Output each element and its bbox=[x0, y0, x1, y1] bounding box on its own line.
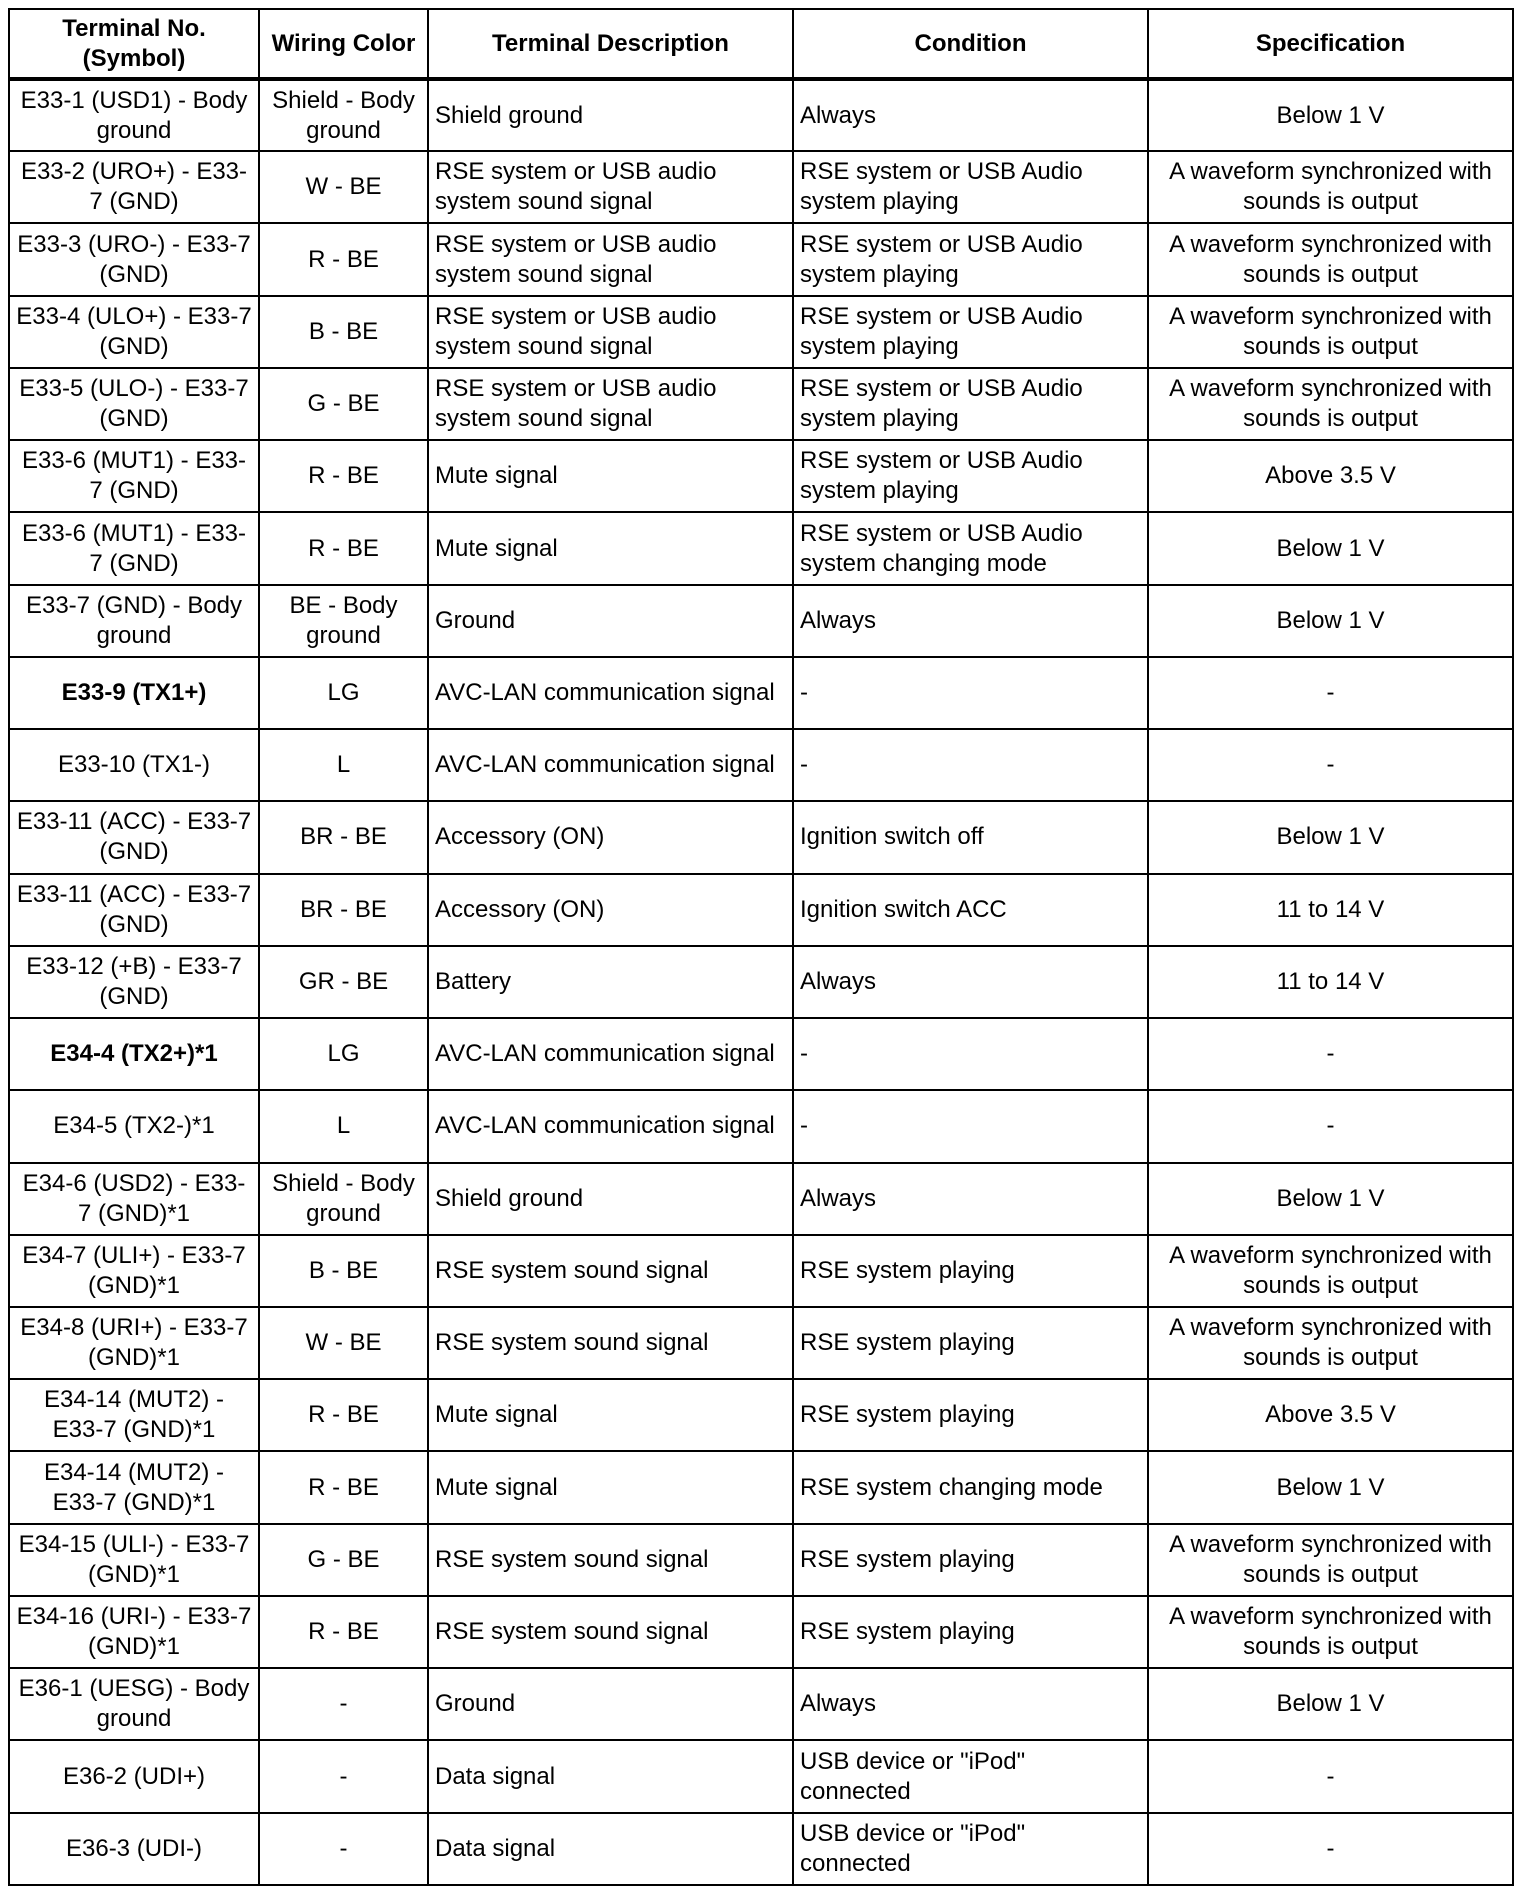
table-row bbox=[9, 1018, 1513, 1090]
terminal-table-sheet bbox=[8, 8, 1512, 1886]
wiring-color-cell: L bbox=[259, 1090, 428, 1162]
table-row bbox=[9, 1163, 1513, 1235]
specification-cell: Above 3.5 V bbox=[1148, 1379, 1513, 1451]
condition-cell: RSE system playing bbox=[793, 1596, 1148, 1668]
wiring-color-cell: LG bbox=[259, 657, 428, 729]
terminal-cell: E34-16 (URI-) - E33-7 (GND)*1 bbox=[9, 1596, 259, 1668]
specification-cell: A waveform synchronized with sounds is output bbox=[1148, 1596, 1513, 1668]
specification-cell: Below 1 V bbox=[1148, 79, 1513, 151]
specification-cell: - bbox=[1148, 1090, 1513, 1162]
terminal-cell: E34-15 (ULI-) - E33-7 (GND)*1 bbox=[9, 1524, 259, 1596]
condition-cell: Always bbox=[793, 946, 1148, 1018]
table-row bbox=[9, 946, 1513, 1018]
specification-cell: - bbox=[1148, 1018, 1513, 1090]
terminal-table bbox=[8, 8, 1514, 1886]
terminal-cell: E33-2 (URO+) - E33-7 (GND) bbox=[9, 151, 259, 223]
terminal-description-cell: RSE system or USB audio system sound signal bbox=[428, 368, 793, 440]
condition-cell: - bbox=[793, 729, 1148, 801]
specification-cell: - bbox=[1148, 1813, 1513, 1885]
wiring-color-cell: B - BE bbox=[259, 1235, 428, 1307]
terminal-description-cell: Mute signal bbox=[428, 1451, 793, 1523]
table-row bbox=[9, 1235, 1513, 1307]
table-row bbox=[9, 1813, 1513, 1885]
terminal-cell: E33-12 (+B) - E33-7 (GND) bbox=[9, 946, 259, 1018]
condition-cell: RSE system playing bbox=[793, 1379, 1148, 1451]
terminal-description-cell: RSE system or USB audio system sound signal bbox=[428, 296, 793, 368]
terminal-description-cell: Mute signal bbox=[428, 440, 793, 512]
specification-cell: Below 1 V bbox=[1148, 1451, 1513, 1523]
terminal-cell: E34-6 (USD2) - E33-7 (GND)*1 bbox=[9, 1163, 259, 1235]
terminal-cell: E34-14 (MUT2) - E33-7 (GND)*1 bbox=[9, 1451, 259, 1523]
wiring-color-cell: R - BE bbox=[259, 440, 428, 512]
wiring-color-cell: L bbox=[259, 729, 428, 801]
table-row bbox=[9, 512, 1513, 584]
condition-cell: RSE system or USB Audio system playing bbox=[793, 440, 1148, 512]
wiring-color-cell: BR - BE bbox=[259, 801, 428, 873]
wiring-color-cell: LG bbox=[259, 1018, 428, 1090]
terminal-cell: E33-3 (URO-) - E33-7 (GND) bbox=[9, 223, 259, 295]
wiring-color-cell: BE - Body ground bbox=[259, 585, 428, 657]
terminal-description-cell: Ground bbox=[428, 585, 793, 657]
specification-cell: Below 1 V bbox=[1148, 801, 1513, 873]
specification-cell: Below 1 V bbox=[1148, 585, 1513, 657]
specification-cell: A waveform synchronized with sounds is output bbox=[1148, 296, 1513, 368]
terminal-cell: E34-14 (MUT2) - E33-7 (GND)*1 bbox=[9, 1379, 259, 1451]
table-row bbox=[9, 1451, 1513, 1523]
condition-cell: - bbox=[793, 1090, 1148, 1162]
wiring-color-cell: - bbox=[259, 1813, 428, 1885]
specification-cell: A waveform synchronized with sounds is output bbox=[1148, 1524, 1513, 1596]
specification-cell: 11 to 14 V bbox=[1148, 946, 1513, 1018]
specification-cell: Above 3.5 V bbox=[1148, 440, 1513, 512]
table-row bbox=[9, 440, 1513, 512]
wiring-color-cell: Shield - Body ground bbox=[259, 1163, 428, 1235]
terminal-description-cell: RSE system sound signal bbox=[428, 1596, 793, 1668]
terminal-cell: E33-9 (TX1+) bbox=[9, 657, 259, 729]
specification-cell: Below 1 V bbox=[1148, 1163, 1513, 1235]
wiring-color-cell: B - BE bbox=[259, 296, 428, 368]
wiring-color-cell: BR - BE bbox=[259, 874, 428, 946]
table-row bbox=[9, 801, 1513, 873]
wiring-color-cell: R - BE bbox=[259, 1596, 428, 1668]
terminal-cell: E34-5 (TX2-)*1 bbox=[9, 1090, 259, 1162]
specification-cell: A waveform synchronized with sounds is output bbox=[1148, 151, 1513, 223]
condition-cell: USB device or "iPod" connected bbox=[793, 1740, 1148, 1812]
terminal-cell: E33-11 (ACC) - E33-7 (GND) bbox=[9, 801, 259, 873]
table-row bbox=[9, 1379, 1513, 1451]
condition-cell: RSE system playing bbox=[793, 1235, 1148, 1307]
wiring-color-cell: R - BE bbox=[259, 1451, 428, 1523]
table-row bbox=[9, 1596, 1513, 1668]
condition-cell: RSE system or USB Audio system playing bbox=[793, 368, 1148, 440]
terminal-cell: E33-6 (MUT1) - E33-7 (GND) bbox=[9, 512, 259, 584]
terminal-cell: E34-8 (URI+) - E33-7 (GND)*1 bbox=[9, 1307, 259, 1379]
terminal-description-cell: Shield ground bbox=[428, 1163, 793, 1235]
header-wiring-color: Wiring Color bbox=[259, 9, 428, 79]
specification-cell: - bbox=[1148, 729, 1513, 801]
condition-cell: Always bbox=[793, 1668, 1148, 1740]
wiring-color-cell: R - BE bbox=[259, 1379, 428, 1451]
wiring-color-cell: R - BE bbox=[259, 512, 428, 584]
terminal-description-cell: Data signal bbox=[428, 1813, 793, 1885]
table-row bbox=[9, 585, 1513, 657]
terminal-cell: E33-10 (TX1-) bbox=[9, 729, 259, 801]
terminal-cell: E36-2 (UDI+) bbox=[9, 1740, 259, 1812]
terminal-description-cell: Accessory (ON) bbox=[428, 874, 793, 946]
condition-cell: RSE system or USB Audio system playing bbox=[793, 296, 1148, 368]
terminal-description-cell: AVC-LAN communication signal bbox=[428, 657, 793, 729]
terminal-cell: E34-7 (ULI+) - E33-7 (GND)*1 bbox=[9, 1235, 259, 1307]
header-specification: Specification bbox=[1148, 9, 1513, 79]
condition-cell: Always bbox=[793, 1163, 1148, 1235]
wiring-color-cell: W - BE bbox=[259, 1307, 428, 1379]
wiring-color-cell: - bbox=[259, 1740, 428, 1812]
terminal-description-cell: RSE system or USB audio system sound signal bbox=[428, 223, 793, 295]
condition-cell: Ignition switch ACC bbox=[793, 874, 1148, 946]
condition-cell: RSE system playing bbox=[793, 1307, 1148, 1379]
specification-cell: A waveform synchronized with sounds is output bbox=[1148, 223, 1513, 295]
specification-cell: A waveform synchronized with sounds is output bbox=[1148, 368, 1513, 440]
wiring-color-cell: Shield - Body ground bbox=[259, 79, 428, 151]
terminal-description-cell: Battery bbox=[428, 946, 793, 1018]
table-row bbox=[9, 223, 1513, 295]
specification-cell: Below 1 V bbox=[1148, 1668, 1513, 1740]
condition-cell: Always bbox=[793, 79, 1148, 151]
condition-cell: RSE system changing mode bbox=[793, 1451, 1148, 1523]
table-row bbox=[9, 1524, 1513, 1596]
terminal-cell: E36-3 (UDI-) bbox=[9, 1813, 259, 1885]
condition-cell: Ignition switch off bbox=[793, 801, 1148, 873]
terminal-description-cell: Mute signal bbox=[428, 512, 793, 584]
table-row bbox=[9, 1307, 1513, 1379]
header-terminal: Terminal No. (Symbol) bbox=[9, 9, 259, 79]
specification-cell: Below 1 V bbox=[1148, 512, 1513, 584]
wiring-color-cell: G - BE bbox=[259, 1524, 428, 1596]
table-row bbox=[9, 729, 1513, 801]
terminal-cell: E33-4 (ULO+) - E33-7 (GND) bbox=[9, 296, 259, 368]
table-row bbox=[9, 657, 1513, 729]
condition-cell: Always bbox=[793, 585, 1148, 657]
terminal-description-cell: RSE system sound signal bbox=[428, 1235, 793, 1307]
terminal-description-cell: Shield ground bbox=[428, 79, 793, 151]
condition-cell: RSE system or USB Audio system playing bbox=[793, 151, 1148, 223]
table-row bbox=[9, 151, 1513, 223]
terminal-cell: E33-1 (USD1) - Body ground bbox=[9, 79, 259, 151]
terminal-description-cell: Data signal bbox=[428, 1740, 793, 1812]
condition-cell: - bbox=[793, 1018, 1148, 1090]
specification-cell: A waveform synchronized with sounds is output bbox=[1148, 1307, 1513, 1379]
specification-cell: - bbox=[1148, 1740, 1513, 1812]
table-body bbox=[9, 79, 1513, 1885]
wiring-color-cell: W - BE bbox=[259, 151, 428, 223]
header-terminal-description: Terminal Description bbox=[428, 9, 793, 79]
terminal-description-cell: AVC-LAN communication signal bbox=[428, 1090, 793, 1162]
table-row bbox=[9, 1740, 1513, 1812]
terminal-cell: E34-4 (TX2+)*1 bbox=[9, 1018, 259, 1090]
terminal-description-cell: Mute signal bbox=[428, 1379, 793, 1451]
table-row bbox=[9, 1668, 1513, 1740]
condition-cell: RSE system playing bbox=[793, 1524, 1148, 1596]
terminal-description-cell: RSE system or USB audio system sound signal bbox=[428, 151, 793, 223]
table-row bbox=[9, 1090, 1513, 1162]
table-row bbox=[9, 874, 1513, 946]
wiring-color-cell: G - BE bbox=[259, 368, 428, 440]
terminal-cell: E33-7 (GND) - Body ground bbox=[9, 585, 259, 657]
specification-cell: - bbox=[1148, 657, 1513, 729]
condition-cell: USB device or "iPod" connected bbox=[793, 1813, 1148, 1885]
table-header-row bbox=[9, 9, 1513, 79]
terminal-cell: E36-1 (UESG) - Body ground bbox=[9, 1668, 259, 1740]
specification-cell: A waveform synchronized with sounds is output bbox=[1148, 1235, 1513, 1307]
table-row bbox=[9, 79, 1513, 151]
terminal-description-cell: AVC-LAN communication signal bbox=[428, 1018, 793, 1090]
terminal-cell: E33-5 (ULO-) - E33-7 (GND) bbox=[9, 368, 259, 440]
terminal-description-cell: RSE system sound signal bbox=[428, 1524, 793, 1596]
header-condition: Condition bbox=[793, 9, 1148, 79]
wiring-color-cell: GR - BE bbox=[259, 946, 428, 1018]
condition-cell: - bbox=[793, 657, 1148, 729]
terminal-description-cell: RSE system sound signal bbox=[428, 1307, 793, 1379]
condition-cell: RSE system or USB Audio system changing mode bbox=[793, 512, 1148, 584]
table-row bbox=[9, 296, 1513, 368]
specification-cell: 11 to 14 V bbox=[1148, 874, 1513, 946]
terminal-cell: E33-11 (ACC) - E33-7 (GND) bbox=[9, 874, 259, 946]
table-row bbox=[9, 368, 1513, 440]
wiring-color-cell: - bbox=[259, 1668, 428, 1740]
terminal-description-cell: Ground bbox=[428, 1668, 793, 1740]
terminal-cell: E33-6 (MUT1) - E33-7 (GND) bbox=[9, 440, 259, 512]
condition-cell: RSE system or USB Audio system playing bbox=[793, 223, 1148, 295]
wiring-color-cell: R - BE bbox=[259, 223, 428, 295]
terminal-description-cell: Accessory (ON) bbox=[428, 801, 793, 873]
terminal-description-cell: AVC-LAN communication signal bbox=[428, 729, 793, 801]
